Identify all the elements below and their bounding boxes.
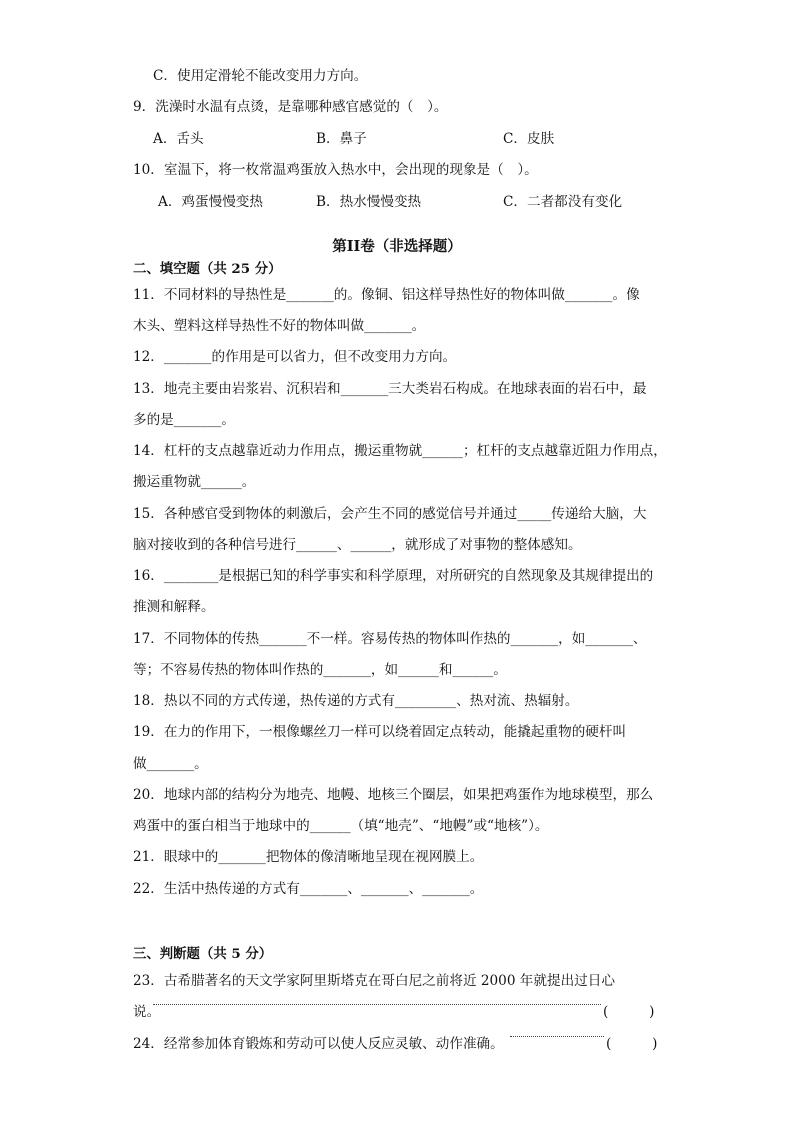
question-line: 21．眼球中的_______把物体的像清晰地呈现在视网膜上。 (133, 849, 484, 865)
part2-title: 第II卷（非选择题） (332, 238, 462, 255)
question-line: 等；不容易传热的物体叫作热的_______，如______和______。 (133, 662, 507, 678)
q10-stem: 10．室温下，将一枚常温鸡蛋放入热水中，会出现的现象是（ ）。 (133, 162, 538, 178)
question-line: 20．地球内部的结构分为地壳、地幔、地核三个圈层，如果把鸡蛋作为地球模型，那么 (133, 787, 654, 803)
leader-dots (153, 1004, 601, 1005)
question-line: 多的是_______。 (133, 412, 235, 428)
question-line: 22．生活中热传递的方式有_______、_______、_______。 (133, 881, 484, 897)
q24-answer-parens: ( ) (606, 1036, 658, 1052)
q10-option-b: B．热水慢慢变热 (316, 194, 422, 210)
question-line: 12．_______的作用是可以省力，但不改变用力方向。 (133, 349, 457, 365)
question-line: 17．不同物体的传热_______不一样。容易传热的物体叫作热的_______，如_______、 (133, 631, 647, 647)
question-line: 19．在力的作用下，一根像螺丝刀一样可以绕着固定点转动，能撬起重物的硬杆叫 (133, 724, 627, 740)
q23-line1: 23．古希腊著名的天文学家阿里斯塔克在哥白尼之前将近 2000 年就提出过日心 (133, 973, 615, 989)
q9-option-c: C．皮肤 (503, 131, 555, 147)
question-line: 推测和解释。 (133, 599, 215, 615)
q23-answer-parens: ( ) (603, 1004, 655, 1020)
question-line: 做_______。 (133, 756, 208, 772)
q24-line: 24．经常参加体育锻炼和劳动可以使人反应灵敏、动作准确。 (133, 1036, 504, 1052)
question-line: 11．不同材料的导热性是_______的。像铜、铝这样导热性好的物体叫做_______。像 (133, 287, 640, 303)
section3-heading: 三、判断题（共 5 分） (133, 946, 273, 962)
section2-heading: 二、填空题（共 25 分） (133, 261, 282, 277)
q23-line2: 说。 (133, 1004, 161, 1020)
question-line: 15．各种感官受到物体的刺激后，会产生不同的感觉信号并通过_____传递给大脑，大 (133, 506, 647, 522)
q9-option-b: B．鼻子 (316, 131, 367, 147)
question-line: 13．地壳主要由岩浆岩、沉积岩和_______三大类岩石构成。在地球表面的岩石中，最 (133, 381, 647, 397)
question-line: 16．________是根据已知的科学事实和科学原理，对所研究的自然现象及其规律提出的 (133, 568, 654, 584)
question-line: 鸡蛋中的蛋白相当于地球中的______（填“地壳”、“地幔”或“地核”）。 (133, 818, 549, 834)
q10-option-c: C．二者都没有变化 (503, 194, 623, 210)
question-line: 木头、塑料这样导热性不好的物体叫做_______。 (133, 318, 426, 334)
question-line: 搬运重物就______。 (133, 474, 256, 490)
leader-dots (510, 1036, 604, 1037)
question-line: 脑对接收到的各种信号进行______、______，就形成了对事物的整体感知。 (133, 537, 582, 553)
q10-option-a: A．鸡蛋慢慢变热 (158, 194, 263, 210)
q8-option-c: C．使用定滑轮不能改变用力方向。 (153, 68, 368, 84)
q9-stem: 9．洗澡时水温有点烫，是靠哪种感官感觉的（ ）。 (133, 99, 448, 115)
q9-option-a: A．舌头 (153, 131, 204, 147)
question-line: 18．热以不同的方式传递，热传递的方式有_________、热对流、热辐射。 (133, 693, 579, 709)
question-line: 14．杠杆的支点越靠近动力作用点，搬运重物就______；杠杆的支点越靠近阻力作用点， (133, 443, 667, 459)
